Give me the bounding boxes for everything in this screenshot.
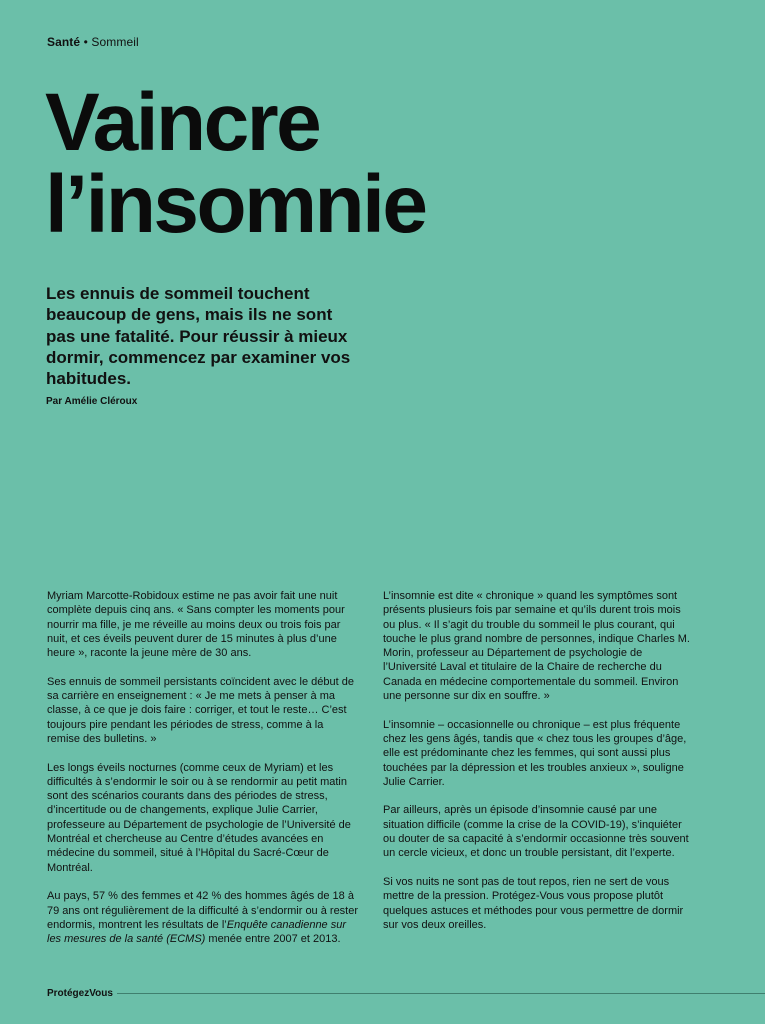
survey-title: Enquête canadienne sur les mesures de la santé (ECMS) [47, 918, 347, 946]
paragraph-text: Au pays, 57 % des femmes et 42 % des hommes âgés de 18 à 79 ans ont régulièrement de la difficulté à s’endormir ou à rester endormis, montrent les résultats de l’ [47, 890, 359, 931]
paragraph [47, 889, 359, 946]
article-title [45, 77, 426, 250]
subsection-label: Sommeil [91, 35, 139, 49]
section-kicker [47, 35, 139, 49]
title-line-1: Vaincre [45, 77, 320, 168]
paragraph: Si vos nuits ne sont pas de tout repos, rien ne sert de vous mettre de la pression. Protégez-Vous vous propose plutôt quelques astuces et méthodes pour vous permettre de dormir sur vos deux oreilles. [383, 875, 684, 931]
footer-rule [117, 993, 765, 994]
footer-brand: ProtégezVous [47, 988, 113, 999]
left-column [47, 589, 359, 961]
paragraph: Ses ennuis de sommeil persistants coïncident avec le début de sa carrière en enseignement : « Je me mets à penser à ma classe, à ce que je dois faire : corriger, et tout le reste… C’est toujours pire pendant les périodes de stress, comme à la remise des bulletins. » [47, 675, 354, 745]
title-line-2: l’insomnie [45, 159, 426, 250]
article-byline: Par Amélie Cléroux [46, 396, 138, 407]
section-label: Santé [47, 35, 81, 49]
kicker-separator: • [83, 35, 88, 49]
right-column [383, 589, 695, 946]
paragraph: L’insomnie – occasionnelle ou chronique – est plus fréquente chez les gens âgés, tandis que « chez tous les groupes d’âge, elle est prédominante chez les femmes, qui sont aussi plus touchées par la dépression et les troubles anxieux », souligne Julie Carrier. [383, 718, 687, 788]
paragraph: L’insomnie est dite « chronique » quand les symptômes sont présents plusieurs fois par semaine et qu’ils durent trois mois ou plus. « Il s’agit du trouble du sommeil le plus courant, qui touche le plus grand nombre de personnes, indique Charles M. Morin, professeur au Département de psychologie de l’Université Laval et titulaire de la Chaire de recherche du Canada en médecine comportementale du sommeil. Environ une personne sur dix en souffre. » [383, 590, 690, 703]
article-lead: Les ennuis de sommeil touchent beaucoup de gens, mais ils ne sont pas une fatalité. Pour réussir à mieux dormir, commencez par examiner vos habitudes. [46, 284, 351, 389]
page-footer [47, 988, 765, 999]
paragraph: Les longs éveils nocturnes (comme ceux de Myriam) et les difficultés à s’endormir le soir ou à se rendormir au petit matin sont des scénarios courants dans des périodes de stress, d’incertitude ou de changements, explique Julie Carrier, professeure au Département de psychologie de l’Université de Montréal et chercheuse au Centre d’études avancées en médecine du sommeil, situé à l’Hôpital du Sacré-Cœur de Montréal. [47, 761, 351, 874]
paragraph-text: menée entre 2007 et 2013. [205, 933, 341, 946]
paragraph: Par ailleurs, après un épisode d’insomnie causé par une situation difficile (comme la crise de la COVID-19), s’inquiéter ou douter de sa capacité à s’endormir occasionne très souvent un cercle vicieux, et donc un trouble persistant, dit l’experte. [383, 804, 689, 860]
paragraph: Myriam Marcotte-Robidoux estime ne pas avoir fait une nuit complète depuis cinq ans. « Sans compter les moments pour nourrir ma fille, je me réveille au moins deux ou trois fois par nuit, et ces éveils peuvent durer de 15 minutes à plus d’une heure », raconte la jeune mère de 30 ans. [47, 590, 345, 660]
